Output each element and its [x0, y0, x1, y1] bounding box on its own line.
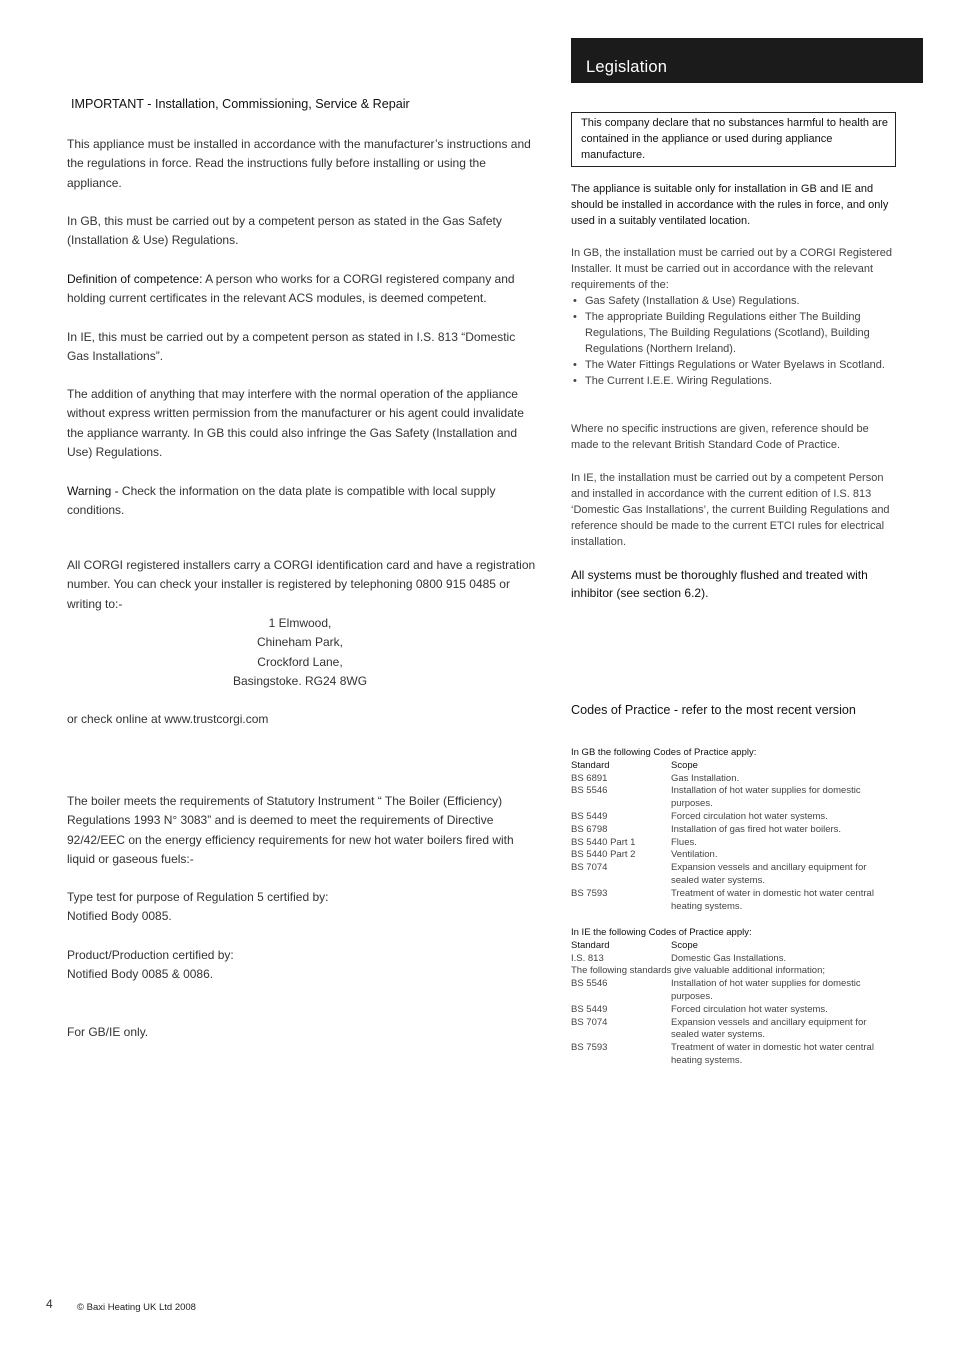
table-row — [571, 824, 901, 837]
col-standard: Standard — [571, 759, 610, 771]
corgi-address — [67, 614, 537, 691]
standard-cell: BS 5449 — [571, 810, 608, 822]
standard-cell: BS 5440 Part 1 — [571, 836, 636, 848]
section-title: Legislation — [586, 58, 668, 76]
type-test-body: Notified Body 0085. — [67, 909, 172, 924]
standard-cell: BS 5440 Part 2 — [571, 849, 636, 861]
ie-installation-paragraph: In IE, the installation must be carried out by a competent Person and installed in accordance with the current edition of I.S. 813 ‘Domestic Gas Installations’, the current Building Regulations and reference should be made to the current ETCI rules for electrical installation. — [571, 472, 890, 548]
ie-additional-rows — [571, 978, 901, 1068]
table-header — [571, 760, 901, 773]
production-paragraph — [67, 946, 537, 985]
scope-cell: Installation of hot water supplies for domestic purposes. — [671, 978, 861, 1002]
competence-lead: Definition of competence: — [67, 272, 203, 286]
type-test-paragraph — [67, 888, 537, 927]
address-line: Crockford Lane, — [257, 654, 343, 669]
warning-paragraph — [67, 482, 537, 521]
table-row — [571, 1004, 901, 1017]
table-row — [571, 978, 901, 1004]
ie-additional-note: The following standards give valuable additional information; — [571, 965, 826, 977]
scope-cell: Expansion vessels and ancillary equipment for sealed water systems. — [671, 862, 867, 886]
col-scope: Scope — [671, 759, 698, 771]
gb-codes-intro: In GB the following Codes of Practice apply: — [571, 747, 757, 758]
requirements-list — [571, 293, 893, 389]
standard-cell: BS 7593 — [571, 887, 608, 899]
list-item: • The Water Fittings Regulations or Water Byelaws in Scotland. — [571, 357, 893, 373]
standard-cell: BS 7074 — [571, 1016, 608, 1028]
production-body: Notified Body 0085 & 0086. — [67, 967, 214, 982]
col-scope: Scope — [671, 939, 698, 951]
gb-codes-table — [571, 747, 901, 913]
standard-cell: BS 5546 — [571, 978, 608, 990]
table-row — [571, 837, 901, 850]
scope-cell: Forced circulation hot water systems. — [671, 810, 828, 822]
gb-competent-paragraph: In GB, this must be carried out by a competent person as stated in the Gas Safety (Installation & Use) Regulations. — [67, 214, 502, 248]
table-row — [571, 953, 901, 966]
table-header — [571, 940, 901, 953]
competence-text: A person who works for a CORGI registered company and holding current certificates in the relevant ACS modules, is deemed competent. — [67, 272, 515, 306]
table-row — [571, 773, 901, 786]
type-test-line: Type test for purpose of Regulation 5 certified by: — [67, 890, 329, 904]
table-row — [571, 811, 901, 824]
scope-cell: Domestic Gas Installations. — [671, 952, 787, 964]
standard-cell: BS 7593 — [571, 1042, 608, 1054]
install-paragraph: This appliance must be installed in accordance with the manufacturer’s instructions and the regulations in force. Read the instructions fully before installing or using the appliance. — [67, 137, 531, 190]
scope-cell: Treatment of water in domestic hot water central heating systems. — [671, 887, 874, 912]
standard-cell: BS 6798 — [571, 823, 608, 835]
suitability-paragraph: The appliance is suitable only for installation in GB and IE and should be installed in accordance with the rules in force, and only used in a suitably ventilated location. — [571, 183, 889, 227]
production-line: Product/Production certified by: — [67, 948, 234, 962]
corgi-paragraph: All CORGI registered installers carry a CORGI identification card and have a registration number. You can check your installer is registered by telephoning 0800 915 0485 or writing to:- — [67, 558, 536, 611]
col-standard: Standard — [571, 939, 610, 951]
gb-rows — [571, 773, 901, 914]
table-row — [571, 849, 901, 862]
competence-definition — [67, 270, 537, 309]
section-banner — [571, 38, 923, 83]
scope-cell: Gas Installation. — [671, 772, 740, 784]
declaration-box: This company declare that no substances harmful to health are contained in the appliance or used during appliance manufacture. — [571, 112, 896, 167]
flush-paragraph: All systems must be thoroughly flushed and treated with inhibitor (see section 6.2). — [571, 568, 868, 600]
table-row — [571, 1042, 901, 1068]
scope-cell: Installation of hot water supplies for domestic purposes. — [671, 785, 861, 810]
standard-cell: BS 6891 — [571, 772, 608, 784]
scope-cell: Treatment of water in domestic hot water central heating systems. — [671, 1042, 874, 1066]
warranty-paragraph: The addition of anything that may interfere with the normal operation of the appliance without express written permission from the manufacturer or his agent could invalidate the appliance warranty. In GB this could also infringe the Gas Safety (Installation and Use) Regulations. — [67, 387, 524, 459]
list-item: • The appropriate Building Regulations either The Building Regulations, The Building Regulations (Scotland), Building Regulations (Northern Ireland). — [571, 309, 893, 357]
page-number: 4 — [46, 1297, 53, 1311]
gb-ie-only: For GB/IE only. — [67, 1025, 149, 1039]
copyright: © Baxi Heating UK Ltd 2008 — [77, 1302, 196, 1313]
standard-cell: BS 7074 — [571, 862, 608, 874]
standard-cell: BS 5449 — [571, 1003, 608, 1015]
codes-heading: Codes of Practice - refer to the most recent version — [571, 703, 856, 717]
table-row — [571, 888, 901, 914]
scope-cell: Installation of gas fired hot water boilers. — [671, 823, 842, 835]
list-item: • The Current I.E.E. Wiring Regulations. — [571, 373, 893, 389]
scope-cell: Flues. — [671, 836, 697, 848]
warning-lead: Warning - — [67, 484, 119, 498]
important-heading: IMPORTANT - Installation, Commissioning, Service & Repair — [71, 97, 410, 111]
address-line: 1 Elmwood, — [268, 616, 332, 630]
scope-cell: Forced circulation hot water systems. — [671, 1003, 828, 1015]
code-practice-paragraph: Where no specific instructions are given, reference should be made to the relevant British Standard Code of Practice. — [571, 423, 869, 451]
online-check-paragraph: or check online at www.trustcorgi.com — [67, 712, 269, 726]
address-line: Basingstoke. RG24 8WG — [232, 673, 368, 688]
ie-competent-paragraph: In IE, this must be carried out by a competent person as stated in I.S. 813 “Domestic Gas Installations”. — [67, 330, 516, 364]
ie-rows — [571, 953, 901, 966]
list-item: • Gas Safety (Installation & Use) Regulations. — [571, 293, 893, 309]
scope-cell: Ventilation. — [671, 849, 718, 861]
table-row — [571, 1017, 901, 1043]
ie-codes-table — [571, 927, 901, 1068]
scope-cell: Expansion vessels and ancillary equipment for sealed water systems. — [671, 1016, 867, 1041]
table-row — [571, 862, 901, 888]
gb-installation-paragraph: In GB, the installation must be carried out by a CORGI Registered Installer. It must be carried out in accordance with the relevant requirements of the: — [571, 247, 892, 291]
efficiency-paragraph: The boiler meets the requirements of Statutory Instrument “ The Boiler (Efficiency) Regulations 1993 N° 3083” and is deemed to meet the requirements of Directive 92/42/EEC on the energy efficiency requirements for new hot water boilers fired with liquid or gaseous fuels:- — [67, 794, 514, 866]
warning-text: Check the information on the data plate is compatible with local supply conditions. — [67, 484, 496, 518]
address-line: Chineham Park, — [256, 635, 344, 650]
standard-cell: I.S. 813 — [571, 952, 604, 964]
standard-cell: BS 5546 — [571, 785, 608, 797]
table-row — [571, 785, 901, 811]
ie-codes-intro: In IE the following Codes of Practice apply: — [571, 927, 752, 938]
